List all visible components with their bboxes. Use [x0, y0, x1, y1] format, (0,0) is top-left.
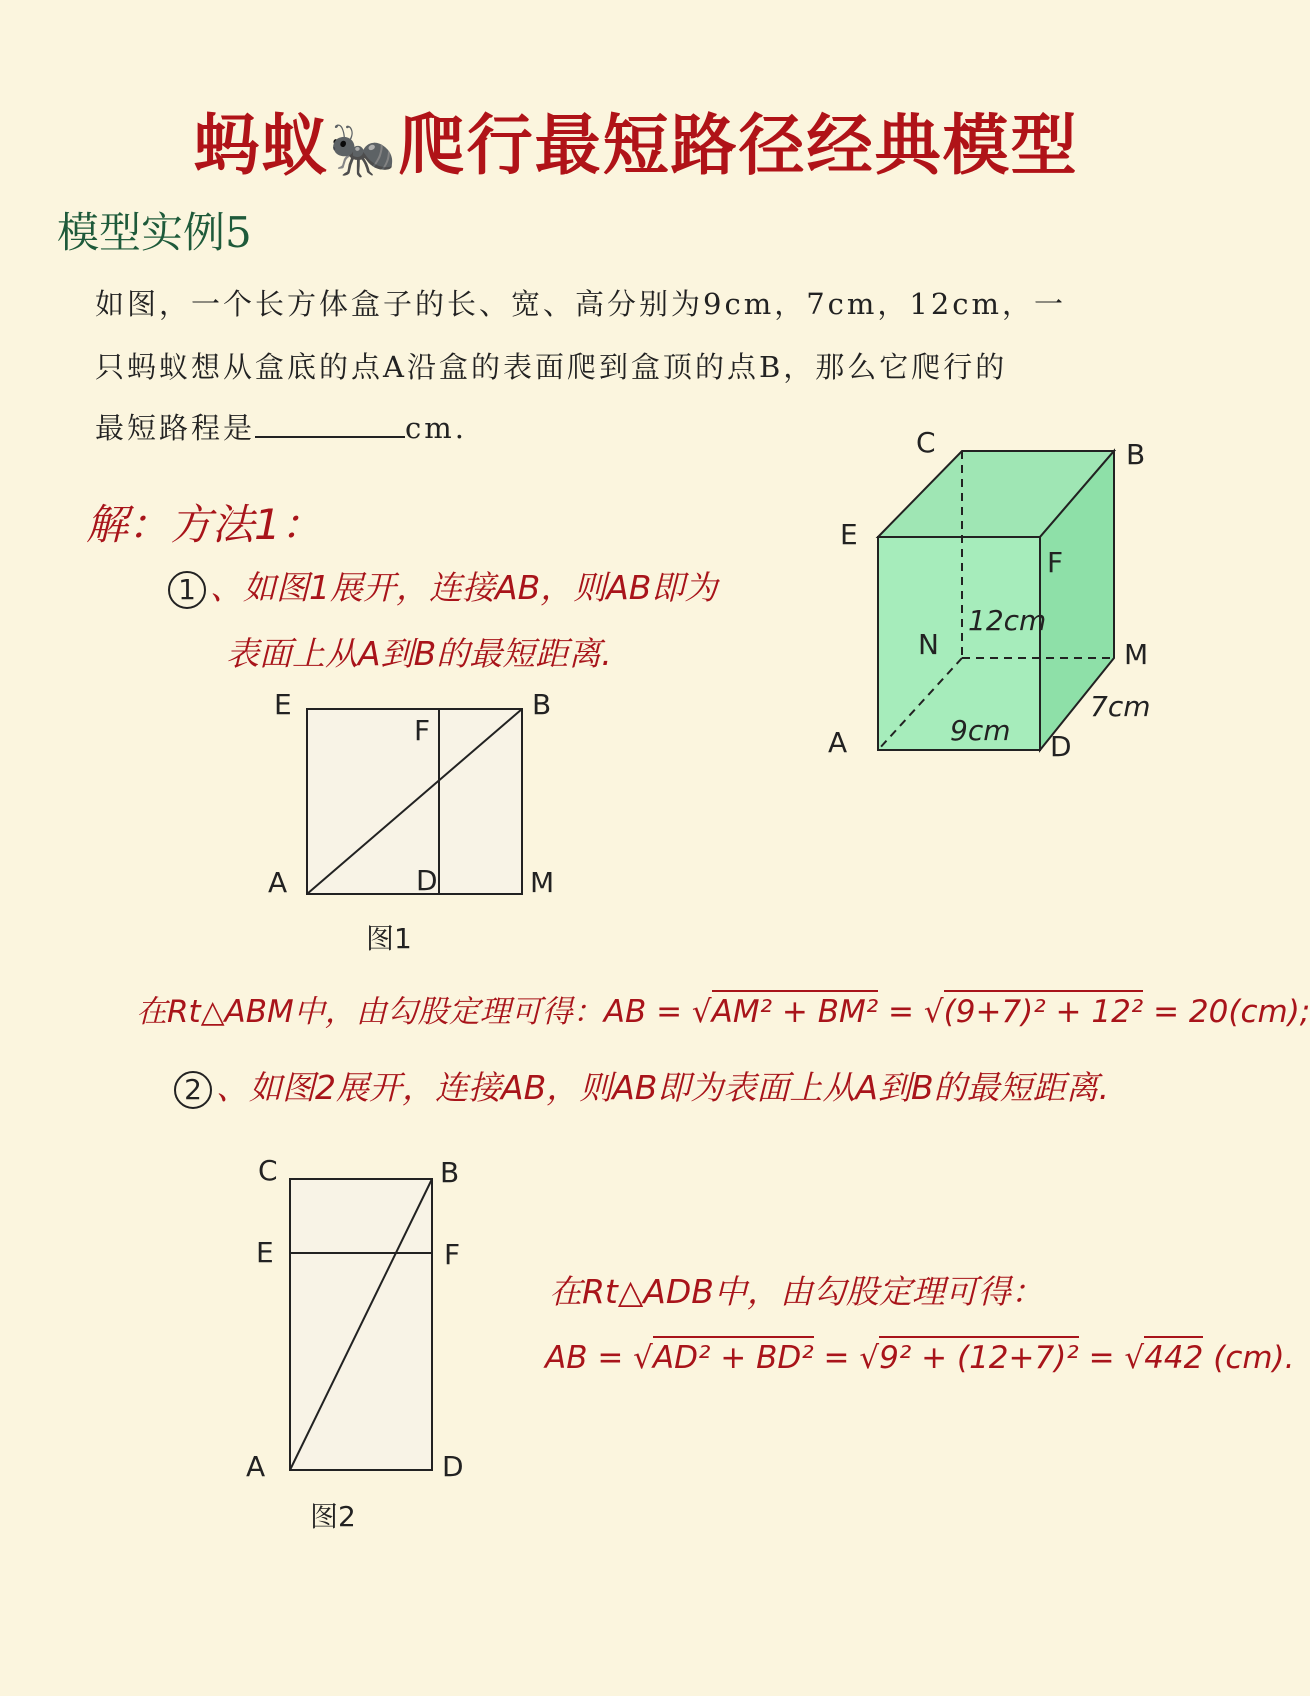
equation-2: AB = √AD² + BD² = √9² + (12+7)² = √442 (cm). [545, 1340, 1295, 1376]
fig1-label-f: F [414, 714, 431, 747]
cube-label-b: B [1126, 438, 1146, 471]
step-1-line-1 [168, 562, 717, 609]
fig1-caption: 图1 [366, 922, 412, 955]
fig2-label-f: F [444, 1238, 461, 1271]
problem-line-3-prefix: 最短路程是 [95, 411, 256, 445]
cube-length-label: 9cm [950, 714, 1011, 747]
equation-2-intro: 在Rt△ADB中，由勾股定理可得： [549, 1272, 1044, 1311]
step-2-number: 2 [174, 1071, 212, 1109]
fig1-label-e: E [274, 688, 292, 721]
eq1-prefix: 在Rt△ABM中，由勾股定理可得：AB = [136, 994, 683, 1030]
eq2-equals-1: = [823, 1340, 850, 1376]
cube-height-label: 12cm [968, 604, 1047, 637]
eq2-equals-2: = [1088, 1340, 1115, 1376]
example-subtitle: 模型实例5 [57, 208, 252, 257]
title-part-1: 蚂蚁 [193, 107, 330, 184]
problem-line-2: 只蚂蚁想从盒底的点A沿盒的表面爬到盒顶的点B，那么它爬行的 [95, 350, 1008, 384]
solution-heading: 解：方法1： [86, 500, 323, 549]
fig2-label-c: C [258, 1154, 278, 1187]
step-1-text: 、如图1展开，连接AB，则AB即为 [210, 568, 718, 607]
step-1-number: 1 [168, 571, 206, 609]
cube-label-e: E [840, 518, 858, 551]
eq1-equals: = [888, 994, 915, 1030]
fig1-label-a: A [268, 866, 288, 899]
figure-1 [268, 688, 554, 955]
eq2-root-3: 442 [1144, 1336, 1203, 1376]
title-part-2: 爬行最短路径经典模型 [398, 107, 1079, 184]
problem-line-1: 如图，一个长方体盒子的长、宽、高分别为9cm，7cm，12cm，一 [95, 287, 1067, 321]
fig2-label-a: A [246, 1450, 266, 1483]
cube-diagram [828, 426, 1150, 763]
cube-label-d: D [1050, 730, 1072, 763]
problem-line-3-suffix: cm. [405, 411, 467, 445]
fig2-label-e: E [256, 1236, 274, 1269]
cube-width-label: 7cm [1090, 690, 1151, 723]
eq2-unit: (cm). [1213, 1340, 1295, 1376]
cube-label-c: C [916, 426, 936, 459]
eq2-root-2: 9² + (12+7)² [879, 1336, 1079, 1376]
eq2-prefix: AB = [545, 1340, 624, 1376]
fig2-caption: 图2 [310, 1500, 356, 1533]
fig2-label-b: B [440, 1156, 460, 1189]
fig2-label-d: D [442, 1450, 464, 1483]
eq1-root-1: AM² + BM² [712, 990, 879, 1030]
step-2-line [174, 1062, 1109, 1109]
ant-icon: 🐜 [329, 117, 399, 181]
figure-2 [246, 1154, 464, 1533]
fig1-label-m: M [530, 866, 555, 899]
cube-label-n: N [918, 628, 939, 661]
eq1-result: = 20(cm); [1153, 994, 1310, 1030]
step-2-text: 、如图2展开，连接AB，则AB即为表面上从A到B的最短距离. [216, 1068, 1110, 1107]
cube-label-a: A [828, 726, 848, 759]
fig1-label-d: D [416, 864, 438, 897]
equation-1: 在Rt△ABM中，由勾股定理可得：AB = √AM² + BM² = √(9+7)² + 12² = 20(cm); [136, 986, 1310, 1031]
eq2-root-1: AD² + BD² [653, 1336, 814, 1376]
fig1-label-b: B [532, 688, 552, 721]
cube-label-f: F [1047, 546, 1064, 579]
step-1-line-2: 表面上从A到B的最短距离. [226, 634, 612, 673]
cube-label-m: M [1124, 638, 1149, 671]
eq1-root-2: (9+7)² + 12² [944, 990, 1144, 1030]
